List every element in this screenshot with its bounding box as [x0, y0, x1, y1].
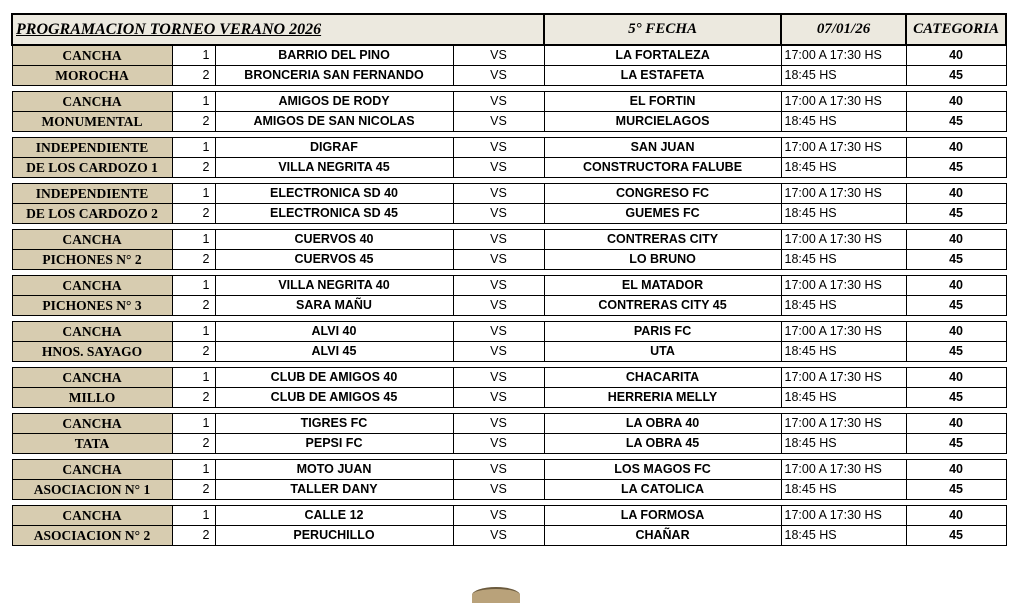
category-value: 45	[906, 480, 1006, 500]
match-time: 17:00 A 17:30 HS	[781, 184, 906, 204]
match-row	[12, 92, 1006, 112]
venue-name: DE LOS CARDOZO 2	[12, 204, 172, 224]
home-team: SARA MAÑU	[215, 296, 453, 316]
match-row	[12, 434, 1006, 454]
match-time: 18:45 HS	[781, 66, 906, 86]
match-time: 18:45 HS	[781, 434, 906, 454]
match-row	[12, 506, 1006, 526]
vs-label: VS	[453, 45, 544, 66]
category-value: 45	[906, 342, 1006, 362]
venue-name: INDEPENDIENTE	[12, 184, 172, 204]
away-team: LA ESTAFETA	[544, 66, 781, 86]
venue-name: MONUMENTAL	[12, 112, 172, 132]
away-team: LA OBRA 40	[544, 414, 781, 434]
venue-name: TATA	[12, 434, 172, 454]
vs-label: VS	[453, 460, 544, 480]
category-value: 40	[906, 92, 1006, 112]
home-team: VILLA NEGRITA 45	[215, 158, 453, 178]
match-number: 1	[172, 184, 215, 204]
home-team: ELECTRONICA SD 40	[215, 184, 453, 204]
categoria-header: CATEGORIA	[906, 14, 1006, 45]
venue-name: CANCHA	[12, 414, 172, 434]
away-team: SAN JUAN	[544, 138, 781, 158]
match-time: 17:00 A 17:30 HS	[781, 322, 906, 342]
venue-name: CANCHA	[12, 322, 172, 342]
match-row	[12, 204, 1006, 224]
category-value: 45	[906, 526, 1006, 546]
match-number: 2	[172, 388, 215, 408]
home-team: CUERVOS 40	[215, 230, 453, 250]
home-team: PEPSI FC	[215, 434, 453, 454]
vs-label: VS	[453, 434, 544, 454]
venue-name: MOROCHA	[12, 66, 172, 86]
vs-label: VS	[453, 368, 544, 388]
match-row	[12, 138, 1006, 158]
vs-label: VS	[453, 414, 544, 434]
vs-label: VS	[453, 204, 544, 224]
home-team: CLUB DE AMIGOS 40	[215, 368, 453, 388]
venue-name: MILLO	[12, 388, 172, 408]
match-time: 18:45 HS	[781, 342, 906, 362]
home-team: AMIGOS DE RODY	[215, 92, 453, 112]
match-time: 17:00 A 17:30 HS	[781, 506, 906, 526]
vs-label: VS	[453, 526, 544, 546]
match-row	[12, 112, 1006, 132]
venue-name: CANCHA	[12, 460, 172, 480]
match-number: 1	[172, 506, 215, 526]
venue-name: ASOCIACION N° 2	[12, 526, 172, 546]
match-time: 18:45 HS	[781, 480, 906, 500]
match-time: 17:00 A 17:30 HS	[781, 414, 906, 434]
home-team: DIGRAF	[215, 138, 453, 158]
venue-name: INDEPENDIENTE	[12, 138, 172, 158]
vs-label: VS	[453, 276, 544, 296]
logo-emblem-icon	[472, 587, 520, 603]
match-row	[12, 158, 1006, 178]
category-value: 45	[906, 112, 1006, 132]
match-number: 2	[172, 342, 215, 362]
match-row	[12, 526, 1006, 546]
vs-label: VS	[453, 388, 544, 408]
vs-label: VS	[453, 296, 544, 316]
match-time: 18:45 HS	[781, 526, 906, 546]
away-team: LO BRUNO	[544, 250, 781, 270]
match-number: 2	[172, 112, 215, 132]
away-team: EL MATADOR	[544, 276, 781, 296]
vs-label: VS	[453, 66, 544, 86]
venue-name: CANCHA	[12, 45, 172, 66]
away-team: CONGRESO FC	[544, 184, 781, 204]
match-time: 17:00 A 17:30 HS	[781, 460, 906, 480]
category-value: 40	[906, 138, 1006, 158]
match-number: 2	[172, 66, 215, 86]
home-team: CALLE 12	[215, 506, 453, 526]
match-row	[12, 276, 1006, 296]
away-team: MURCIELAGOS	[544, 112, 781, 132]
vs-label: VS	[453, 158, 544, 178]
match-time: 17:00 A 17:30 HS	[781, 230, 906, 250]
match-number: 2	[172, 250, 215, 270]
home-team: CUERVOS 45	[215, 250, 453, 270]
venue-name: ASOCIACION N° 1	[12, 480, 172, 500]
home-team: ELECTRONICA SD 45	[215, 204, 453, 224]
match-number: 1	[172, 322, 215, 342]
match-time: 17:00 A 17:30 HS	[781, 276, 906, 296]
venue-name: CANCHA	[12, 368, 172, 388]
category-value: 45	[906, 388, 1006, 408]
venue-name: CANCHA	[12, 506, 172, 526]
match-row	[12, 230, 1006, 250]
match-number: 1	[172, 45, 215, 66]
category-value: 40	[906, 230, 1006, 250]
match-row	[12, 250, 1006, 270]
away-team: GUEMES FC	[544, 204, 781, 224]
match-time: 17:00 A 17:30 HS	[781, 138, 906, 158]
match-row	[12, 414, 1006, 434]
away-team: EL FORTIN	[544, 92, 781, 112]
home-team: BARRIO DEL PINO	[215, 45, 453, 66]
away-team: LA FORTALEZA	[544, 45, 781, 66]
match-number: 2	[172, 204, 215, 224]
match-number: 1	[172, 230, 215, 250]
header-row	[12, 14, 1006, 45]
match-row	[12, 45, 1006, 66]
venue-name: CANCHA	[12, 92, 172, 112]
home-team: VILLA NEGRITA 40	[215, 276, 453, 296]
home-team: MOTO JUAN	[215, 460, 453, 480]
match-row	[12, 368, 1006, 388]
match-time: 18:45 HS	[781, 250, 906, 270]
schedule-table	[11, 13, 1007, 546]
vs-label: VS	[453, 138, 544, 158]
away-team: PARIS FC	[544, 322, 781, 342]
away-team: CHACARITA	[544, 368, 781, 388]
away-team: LA OBRA 45	[544, 434, 781, 454]
venue-name: HNOS. SAYAGO	[12, 342, 172, 362]
vs-label: VS	[453, 322, 544, 342]
match-row	[12, 184, 1006, 204]
match-row	[12, 296, 1006, 316]
match-number: 2	[172, 296, 215, 316]
vs-label: VS	[453, 92, 544, 112]
date-label: 07/01/26	[781, 14, 906, 45]
vs-label: VS	[453, 250, 544, 270]
match-number: 1	[172, 460, 215, 480]
category-value: 40	[906, 368, 1006, 388]
category-value: 40	[906, 322, 1006, 342]
vs-label: VS	[453, 480, 544, 500]
away-team: CONTRERAS CITY 45	[544, 296, 781, 316]
match-number: 1	[172, 92, 215, 112]
match-row	[12, 66, 1006, 86]
match-number: 2	[172, 480, 215, 500]
match-number: 1	[172, 276, 215, 296]
match-number: 1	[172, 138, 215, 158]
category-value: 40	[906, 414, 1006, 434]
category-value: 45	[906, 434, 1006, 454]
match-number: 2	[172, 434, 215, 454]
venue-name: PICHONES N° 3	[12, 296, 172, 316]
home-team: ALVI 45	[215, 342, 453, 362]
match-row	[12, 460, 1006, 480]
match-time: 18:45 HS	[781, 204, 906, 224]
match-row	[12, 342, 1006, 362]
home-team: TIGRES FC	[215, 414, 453, 434]
vs-label: VS	[453, 112, 544, 132]
away-team: LA FORMOSA	[544, 506, 781, 526]
category-value: 40	[906, 184, 1006, 204]
match-time: 18:45 HS	[781, 388, 906, 408]
match-number: 2	[172, 158, 215, 178]
match-number: 2	[172, 526, 215, 546]
category-value: 45	[906, 158, 1006, 178]
match-row	[12, 322, 1006, 342]
category-value: 40	[906, 460, 1006, 480]
match-number: 1	[172, 414, 215, 434]
home-team: AMIGOS DE SAN NICOLAS	[215, 112, 453, 132]
away-team: CHAÑAR	[544, 526, 781, 546]
match-time: 18:45 HS	[781, 158, 906, 178]
page-title: PROGRAMACION TORNEO VERANO 2026	[12, 14, 544, 45]
away-team: CONTRERAS CITY	[544, 230, 781, 250]
venue-name: PICHONES N° 2	[12, 250, 172, 270]
vs-label: VS	[453, 506, 544, 526]
vs-label: VS	[453, 342, 544, 362]
match-row	[12, 388, 1006, 408]
category-value: 45	[906, 204, 1006, 224]
schedule-body	[12, 14, 1006, 546]
venue-name: DE LOS CARDOZO 1	[12, 158, 172, 178]
match-time: 17:00 A 17:30 HS	[781, 45, 906, 66]
away-team: LA CATOLICA	[544, 480, 781, 500]
vs-label: VS	[453, 184, 544, 204]
category-value: 40	[906, 276, 1006, 296]
match-number: 1	[172, 368, 215, 388]
away-team: LOS MAGOS FC	[544, 460, 781, 480]
category-value: 45	[906, 250, 1006, 270]
home-team: PERUCHILLO	[215, 526, 453, 546]
venue-name: CANCHA	[12, 276, 172, 296]
venue-name: CANCHA	[12, 230, 172, 250]
category-value: 45	[906, 66, 1006, 86]
fecha-label: 5° FECHA	[544, 14, 781, 45]
away-team: UTA	[544, 342, 781, 362]
away-team: HERRERIA MELLY	[544, 388, 781, 408]
home-team: TALLER DANY	[215, 480, 453, 500]
home-team: BRONCERIA SAN FERNANDO	[215, 66, 453, 86]
vs-label: VS	[453, 230, 544, 250]
match-time: 17:00 A 17:30 HS	[781, 368, 906, 388]
schedule-sheet	[11, 13, 1005, 546]
home-team: ALVI 40	[215, 322, 453, 342]
match-time: 18:45 HS	[781, 296, 906, 316]
home-team: CLUB DE AMIGOS 45	[215, 388, 453, 408]
category-value: 40	[906, 45, 1006, 66]
match-time: 17:00 A 17:30 HS	[781, 92, 906, 112]
match-time: 18:45 HS	[781, 112, 906, 132]
match-row	[12, 480, 1006, 500]
category-value: 40	[906, 506, 1006, 526]
category-value: 45	[906, 296, 1006, 316]
away-team: CONSTRUCTORA FALUBE	[544, 158, 781, 178]
